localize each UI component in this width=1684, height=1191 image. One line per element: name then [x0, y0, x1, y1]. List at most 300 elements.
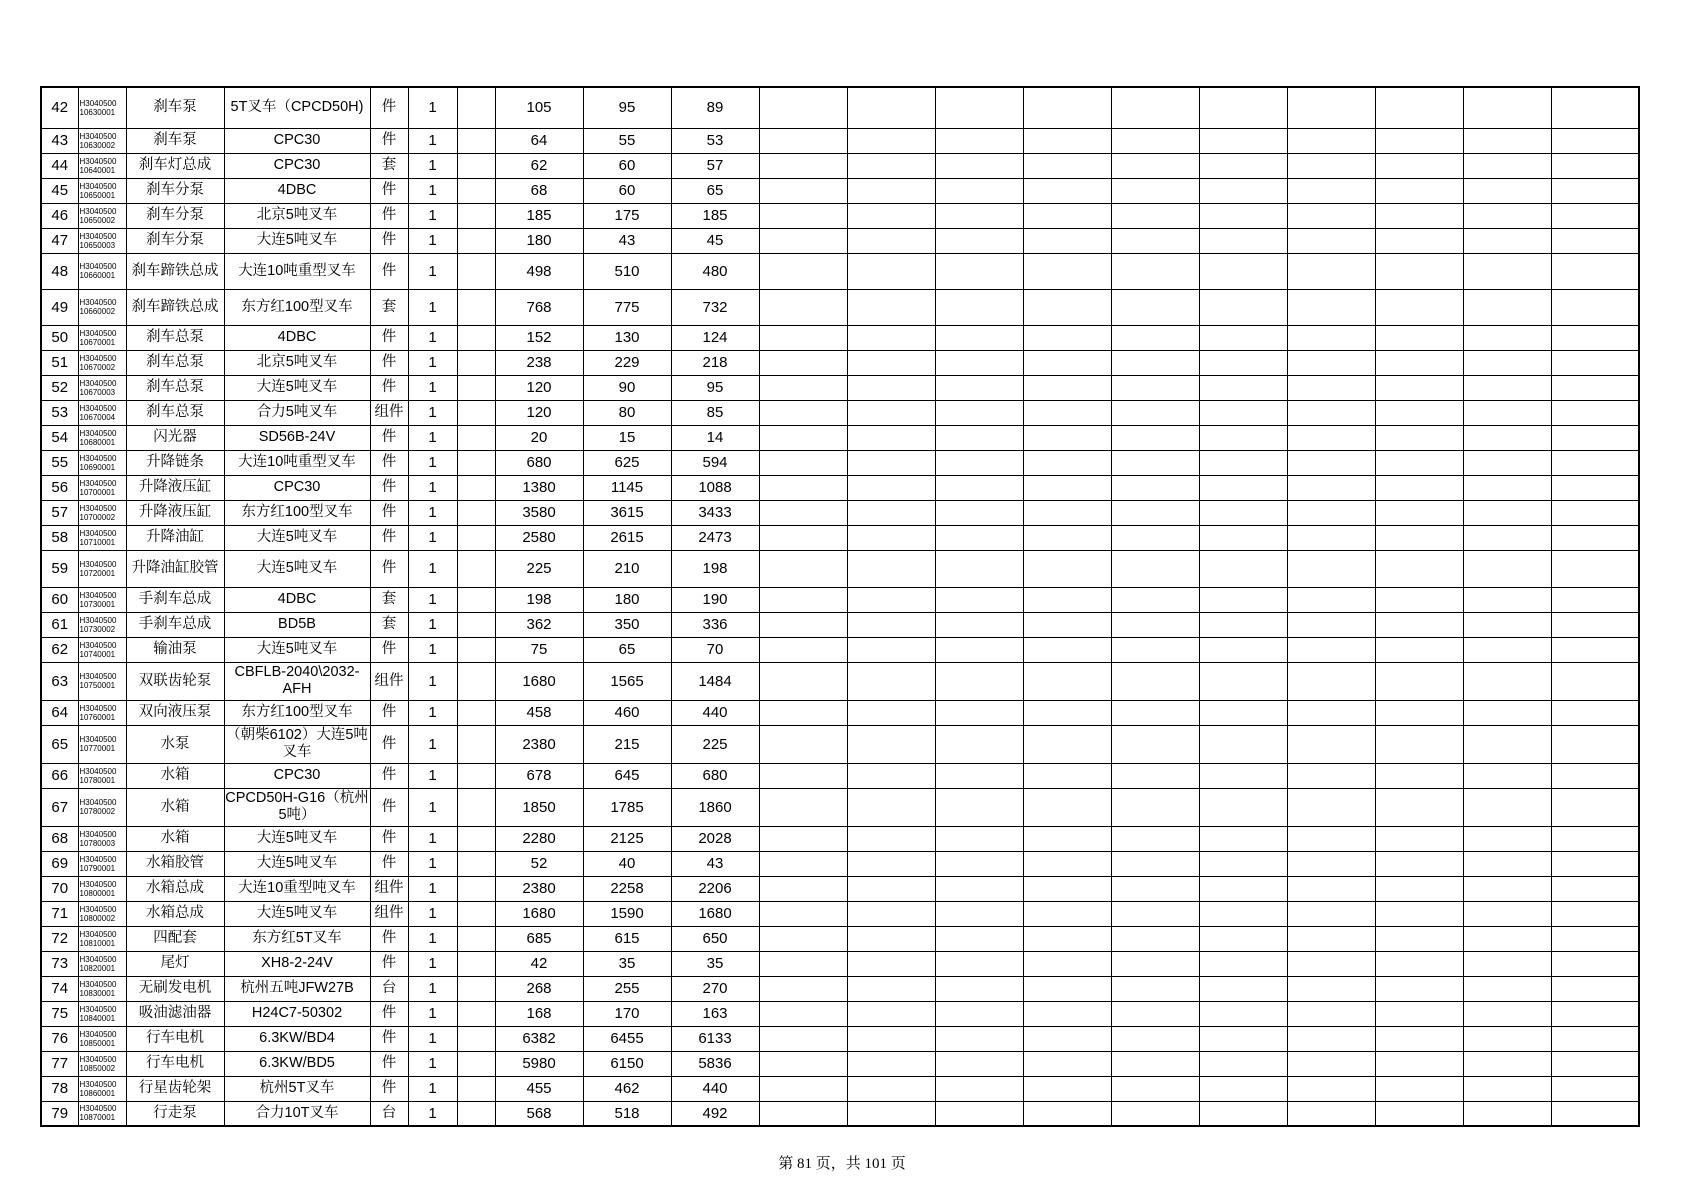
cell-p2: 615	[583, 926, 671, 951]
cell-code: H3040500 10670003	[78, 375, 126, 400]
cell-empty	[1287, 289, 1375, 325]
cell-empty	[1023, 475, 1111, 500]
cell-qty: 1	[408, 128, 457, 153]
cell-code: H3040500 10790001	[78, 851, 126, 876]
cell-empty	[1199, 876, 1287, 901]
cell-empty	[1551, 851, 1639, 876]
cell-unit: 件	[370, 951, 408, 976]
cell-model: 东方红5T叉车	[224, 926, 370, 951]
cell-empty	[1287, 128, 1375, 153]
cell-no: 46	[41, 203, 78, 228]
cell-model: 4DBC	[224, 587, 370, 612]
cell-p3: 35	[671, 951, 759, 976]
cell-empty	[1375, 500, 1463, 525]
cell-p2: 1785	[583, 788, 671, 826]
cell-empty	[847, 612, 935, 637]
cell-name: 双联齿轮泵	[126, 662, 224, 700]
cell-p1: 64	[495, 128, 583, 153]
cell-empty	[847, 500, 935, 525]
cell-empty	[1023, 788, 1111, 826]
cell-no: 50	[41, 325, 78, 350]
cell-empty	[1287, 763, 1375, 788]
cell-empty	[1463, 450, 1551, 475]
cell-model: 大连5吨叉车	[224, 525, 370, 550]
cell-empty	[1551, 153, 1639, 178]
cell-empty	[1287, 325, 1375, 350]
cell-empty	[1199, 203, 1287, 228]
cell-name: 输油泵	[126, 637, 224, 662]
cell-empty	[1023, 926, 1111, 951]
cell-empty	[1287, 425, 1375, 450]
cell-code: H3040500 10770001	[78, 725, 126, 763]
cell-empty	[1375, 203, 1463, 228]
cell-p1: 152	[495, 325, 583, 350]
cell-empty	[759, 525, 847, 550]
cell-empty	[1023, 550, 1111, 587]
cell-p1: 2380	[495, 876, 583, 901]
cell-name: 升降链条	[126, 450, 224, 475]
table-row	[41, 1051, 1639, 1076]
cell-empty	[1375, 662, 1463, 700]
cell-empty	[759, 400, 847, 425]
cell-empty	[935, 325, 1023, 350]
cell-p2: 1145	[583, 475, 671, 500]
cell-no: 55	[41, 450, 78, 475]
table-row	[41, 289, 1639, 325]
table-row	[41, 951, 1639, 976]
cell-p2: 40	[583, 851, 671, 876]
cell-empty	[457, 178, 495, 203]
cell-qty: 1	[408, 826, 457, 851]
cell-empty	[847, 763, 935, 788]
cell-code: H3040500 10700002	[78, 500, 126, 525]
cell-empty	[457, 901, 495, 926]
table-row	[41, 876, 1639, 901]
cell-empty	[1287, 876, 1375, 901]
cell-p1: 1680	[495, 662, 583, 700]
cell-empty	[457, 153, 495, 178]
cell-code: H3040500 10650002	[78, 203, 126, 228]
cell-empty	[1199, 550, 1287, 587]
cell-empty	[1287, 178, 1375, 203]
cell-empty	[935, 788, 1023, 826]
cell-p1: 238	[495, 350, 583, 375]
table-row	[41, 253, 1639, 289]
cell-empty	[1551, 637, 1639, 662]
cell-name: 刹车总泵	[126, 325, 224, 350]
cell-qty: 1	[408, 788, 457, 826]
cell-empty	[1199, 901, 1287, 926]
cell-empty	[457, 203, 495, 228]
cell-empty	[457, 637, 495, 662]
cell-empty	[1111, 425, 1199, 450]
table-row	[41, 976, 1639, 1001]
cell-p2: 65	[583, 637, 671, 662]
table-row	[41, 203, 1639, 228]
cell-p1: 455	[495, 1076, 583, 1101]
cell-qty: 1	[408, 550, 457, 587]
cell-code: H3040500 10660002	[78, 289, 126, 325]
cell-no: 70	[41, 876, 78, 901]
cell-empty	[759, 375, 847, 400]
cell-empty	[1023, 1076, 1111, 1101]
cell-empty	[457, 325, 495, 350]
cell-empty	[1023, 289, 1111, 325]
cell-empty	[1463, 1051, 1551, 1076]
cell-p2: 43	[583, 228, 671, 253]
cell-model: 6.3KW/BD4	[224, 1026, 370, 1051]
cell-empty	[759, 788, 847, 826]
cell-p3: 89	[671, 87, 759, 128]
cell-p2: 170	[583, 1001, 671, 1026]
cell-model: XH8-2-24V	[224, 951, 370, 976]
cell-qty: 1	[408, 1051, 457, 1076]
cell-p1: 105	[495, 87, 583, 128]
cell-no: 67	[41, 788, 78, 826]
cell-name: 行车电机	[126, 1051, 224, 1076]
cell-p2: 35	[583, 951, 671, 976]
cell-empty	[1551, 425, 1639, 450]
cell-empty	[1199, 128, 1287, 153]
cell-qty: 1	[408, 325, 457, 350]
cell-empty	[457, 1051, 495, 1076]
cell-empty	[759, 662, 847, 700]
cell-code: H3040500 10840001	[78, 1001, 126, 1026]
cell-unit: 件	[370, 375, 408, 400]
cell-name: 吸油滤油器	[126, 1001, 224, 1026]
cell-model: （朝柴6102）大连5吨叉车	[224, 725, 370, 763]
cell-empty	[1023, 87, 1111, 128]
cell-p1: 2280	[495, 826, 583, 851]
cell-model: 6.3KW/BD5	[224, 1051, 370, 1076]
cell-empty	[759, 876, 847, 901]
cell-empty	[759, 901, 847, 926]
cell-empty	[935, 228, 1023, 253]
cell-p3: 57	[671, 153, 759, 178]
cell-model: 4DBC	[224, 325, 370, 350]
table-row	[41, 228, 1639, 253]
cell-empty	[1199, 450, 1287, 475]
cell-empty	[759, 612, 847, 637]
table-row	[41, 1026, 1639, 1051]
cell-empty	[847, 725, 935, 763]
cell-empty	[1463, 725, 1551, 763]
cell-empty	[457, 500, 495, 525]
cell-name: 升降油缸胶管	[126, 550, 224, 587]
cell-empty	[1463, 976, 1551, 1001]
cell-empty	[1463, 203, 1551, 228]
cell-empty	[1463, 228, 1551, 253]
parts-price-table	[40, 86, 1640, 1127]
cell-name: 闪光器	[126, 425, 224, 450]
cell-empty	[1111, 1076, 1199, 1101]
cell-empty	[1111, 700, 1199, 725]
cell-p3: 218	[671, 350, 759, 375]
cell-p1: 52	[495, 851, 583, 876]
cell-empty	[1199, 1001, 1287, 1026]
cell-empty	[457, 1026, 495, 1051]
cell-empty	[759, 450, 847, 475]
cell-empty	[1375, 475, 1463, 500]
cell-no: 71	[41, 901, 78, 926]
cell-empty	[457, 700, 495, 725]
cell-empty	[1111, 350, 1199, 375]
cell-code: H3040500 10670002	[78, 350, 126, 375]
cell-p2: 255	[583, 976, 671, 1001]
cell-empty	[1551, 901, 1639, 926]
cell-p2: 180	[583, 587, 671, 612]
cell-p1: 62	[495, 153, 583, 178]
cell-empty	[457, 550, 495, 587]
cell-model: 北京5吨叉车	[224, 203, 370, 228]
cell-name: 水泵	[126, 725, 224, 763]
cell-empty	[1287, 203, 1375, 228]
cell-empty	[1023, 587, 1111, 612]
cell-p3: 163	[671, 1001, 759, 1026]
cell-empty	[847, 1001, 935, 1026]
table-row	[41, 1001, 1639, 1026]
cell-empty	[1463, 700, 1551, 725]
cell-p2: 1565	[583, 662, 671, 700]
cell-qty: 1	[408, 228, 457, 253]
cell-no: 59	[41, 550, 78, 587]
cell-empty	[759, 253, 847, 289]
cell-qty: 1	[408, 587, 457, 612]
cell-empty	[935, 425, 1023, 450]
cell-empty	[1199, 289, 1287, 325]
cell-empty	[1287, 700, 1375, 725]
cell-empty	[1375, 637, 1463, 662]
cell-empty	[1551, 375, 1639, 400]
table-row	[41, 500, 1639, 525]
cell-empty	[759, 153, 847, 178]
cell-empty	[457, 587, 495, 612]
table-row	[41, 550, 1639, 587]
cell-unit: 套	[370, 587, 408, 612]
table-row	[41, 612, 1639, 637]
cell-empty	[1551, 325, 1639, 350]
cell-code: H3040500 10810001	[78, 926, 126, 951]
cell-unit: 件	[370, 500, 408, 525]
cell-empty	[1551, 475, 1639, 500]
cell-p1: 198	[495, 587, 583, 612]
cell-model: 大连5吨叉车	[224, 851, 370, 876]
cell-p1: 1680	[495, 901, 583, 926]
cell-empty	[847, 637, 935, 662]
cell-empty	[847, 128, 935, 153]
cell-model: 大连5吨叉车	[224, 826, 370, 851]
cell-empty	[1023, 425, 1111, 450]
cell-empty	[1551, 725, 1639, 763]
cell-p3: 732	[671, 289, 759, 325]
cell-empty	[847, 851, 935, 876]
cell-p1: 5980	[495, 1051, 583, 1076]
cell-name: 水箱	[126, 788, 224, 826]
cell-empty	[1463, 951, 1551, 976]
cell-empty	[1199, 425, 1287, 450]
cell-p1: 685	[495, 926, 583, 951]
cell-p2: 6150	[583, 1051, 671, 1076]
cell-model: 东方红100型叉车	[224, 700, 370, 725]
cell-empty	[1287, 826, 1375, 851]
cell-empty	[1287, 637, 1375, 662]
cell-model: CPCD50H-G16（杭州5吨）	[224, 788, 370, 826]
cell-empty	[935, 178, 1023, 203]
cell-no: 56	[41, 475, 78, 500]
cell-p1: 678	[495, 763, 583, 788]
cell-empty	[1023, 203, 1111, 228]
cell-empty	[457, 1001, 495, 1026]
cell-p1: 75	[495, 637, 583, 662]
cell-empty	[1287, 851, 1375, 876]
cell-name: 刹车蹄铁总成	[126, 289, 224, 325]
cell-empty	[935, 926, 1023, 951]
cell-empty	[1551, 228, 1639, 253]
cell-empty	[1287, 1001, 1375, 1026]
cell-empty	[1111, 178, 1199, 203]
cell-empty	[1199, 763, 1287, 788]
cell-empty	[1463, 637, 1551, 662]
cell-empty	[1287, 153, 1375, 178]
cell-unit: 件	[370, 550, 408, 587]
cell-no: 61	[41, 612, 78, 637]
cell-empty	[1463, 500, 1551, 525]
cell-p1: 568	[495, 1101, 583, 1126]
cell-empty	[759, 1076, 847, 1101]
cell-empty	[1463, 763, 1551, 788]
cell-empty	[1375, 612, 1463, 637]
cell-empty	[935, 662, 1023, 700]
cell-p2: 80	[583, 400, 671, 425]
cell-p2: 6455	[583, 1026, 671, 1051]
cell-empty	[1111, 325, 1199, 350]
cell-empty	[759, 1101, 847, 1126]
cell-name: 升降液压缸	[126, 475, 224, 500]
cell-empty	[1551, 951, 1639, 976]
cell-qty: 1	[408, 901, 457, 926]
cell-no: 62	[41, 637, 78, 662]
cell-empty	[759, 1001, 847, 1026]
cell-p2: 130	[583, 325, 671, 350]
cell-empty	[1287, 450, 1375, 475]
cell-empty	[1463, 1101, 1551, 1126]
table-row	[41, 700, 1639, 725]
cell-empty	[1023, 763, 1111, 788]
cell-empty	[759, 128, 847, 153]
cell-empty	[1111, 725, 1199, 763]
cell-empty	[847, 951, 935, 976]
cell-empty	[1111, 228, 1199, 253]
cell-qty: 1	[408, 87, 457, 128]
cell-empty	[457, 228, 495, 253]
cell-empty	[1199, 153, 1287, 178]
cell-p2: 510	[583, 253, 671, 289]
cell-p1: 6382	[495, 1026, 583, 1051]
cell-code: H3040500 10630001	[78, 87, 126, 128]
cell-empty	[1199, 1026, 1287, 1051]
cell-unit: 件	[370, 700, 408, 725]
cell-code: H3040500 10670004	[78, 400, 126, 425]
cell-p2: 210	[583, 550, 671, 587]
cell-empty	[1551, 253, 1639, 289]
cell-empty	[1375, 400, 1463, 425]
cell-empty	[1375, 700, 1463, 725]
cell-qty: 1	[408, 500, 457, 525]
cell-empty	[1375, 289, 1463, 325]
cell-no: 47	[41, 228, 78, 253]
cell-p2: 775	[583, 289, 671, 325]
cell-empty	[1199, 951, 1287, 976]
cell-empty	[935, 951, 1023, 976]
table-row	[41, 763, 1639, 788]
cell-p3: 2028	[671, 826, 759, 851]
page-footer: 第 81 页，共 101 页	[778, 1156, 906, 1172]
table-row	[41, 662, 1639, 700]
cell-empty	[1463, 325, 1551, 350]
cell-empty	[935, 976, 1023, 1001]
cell-empty	[1551, 1001, 1639, 1026]
cell-qty: 1	[408, 637, 457, 662]
cell-name: 行走泵	[126, 1101, 224, 1126]
cell-empty	[935, 1076, 1023, 1101]
cell-p1: 1850	[495, 788, 583, 826]
cell-empty	[457, 926, 495, 951]
cell-empty	[1375, 951, 1463, 976]
cell-empty	[1463, 901, 1551, 926]
cell-empty	[1199, 700, 1287, 725]
cell-empty	[935, 289, 1023, 325]
cell-model: CPC30	[224, 128, 370, 153]
cell-empty	[1287, 901, 1375, 926]
cell-empty	[1463, 153, 1551, 178]
cell-empty	[935, 1051, 1023, 1076]
cell-unit: 组件	[370, 662, 408, 700]
cell-p3: 124	[671, 325, 759, 350]
cell-empty	[935, 612, 1023, 637]
cell-unit: 组件	[370, 400, 408, 425]
cell-empty	[1375, 826, 1463, 851]
cell-empty	[457, 951, 495, 976]
cell-empty	[1287, 1101, 1375, 1126]
cell-empty	[935, 475, 1023, 500]
cell-name: 刹车分泵	[126, 203, 224, 228]
cell-name: 四配套	[126, 926, 224, 951]
cell-empty	[1375, 425, 1463, 450]
cell-empty	[935, 253, 1023, 289]
cell-empty	[1111, 926, 1199, 951]
cell-p3: 185	[671, 203, 759, 228]
cell-p2: 462	[583, 1076, 671, 1101]
cell-empty	[1023, 253, 1111, 289]
cell-empty	[1023, 525, 1111, 550]
cell-p3: 53	[671, 128, 759, 153]
cell-empty	[759, 325, 847, 350]
cell-empty	[935, 826, 1023, 851]
cell-empty	[1111, 851, 1199, 876]
cell-empty	[1111, 375, 1199, 400]
cell-unit: 件	[370, 788, 408, 826]
cell-empty	[1375, 153, 1463, 178]
cell-unit: 件	[370, 826, 408, 851]
cell-empty	[1375, 375, 1463, 400]
cell-empty	[847, 976, 935, 1001]
cell-empty	[457, 788, 495, 826]
cell-empty	[1111, 87, 1199, 128]
cell-empty	[1287, 725, 1375, 763]
cell-empty	[935, 400, 1023, 425]
cell-unit: 件	[370, 1051, 408, 1076]
cell-no: 48	[41, 253, 78, 289]
